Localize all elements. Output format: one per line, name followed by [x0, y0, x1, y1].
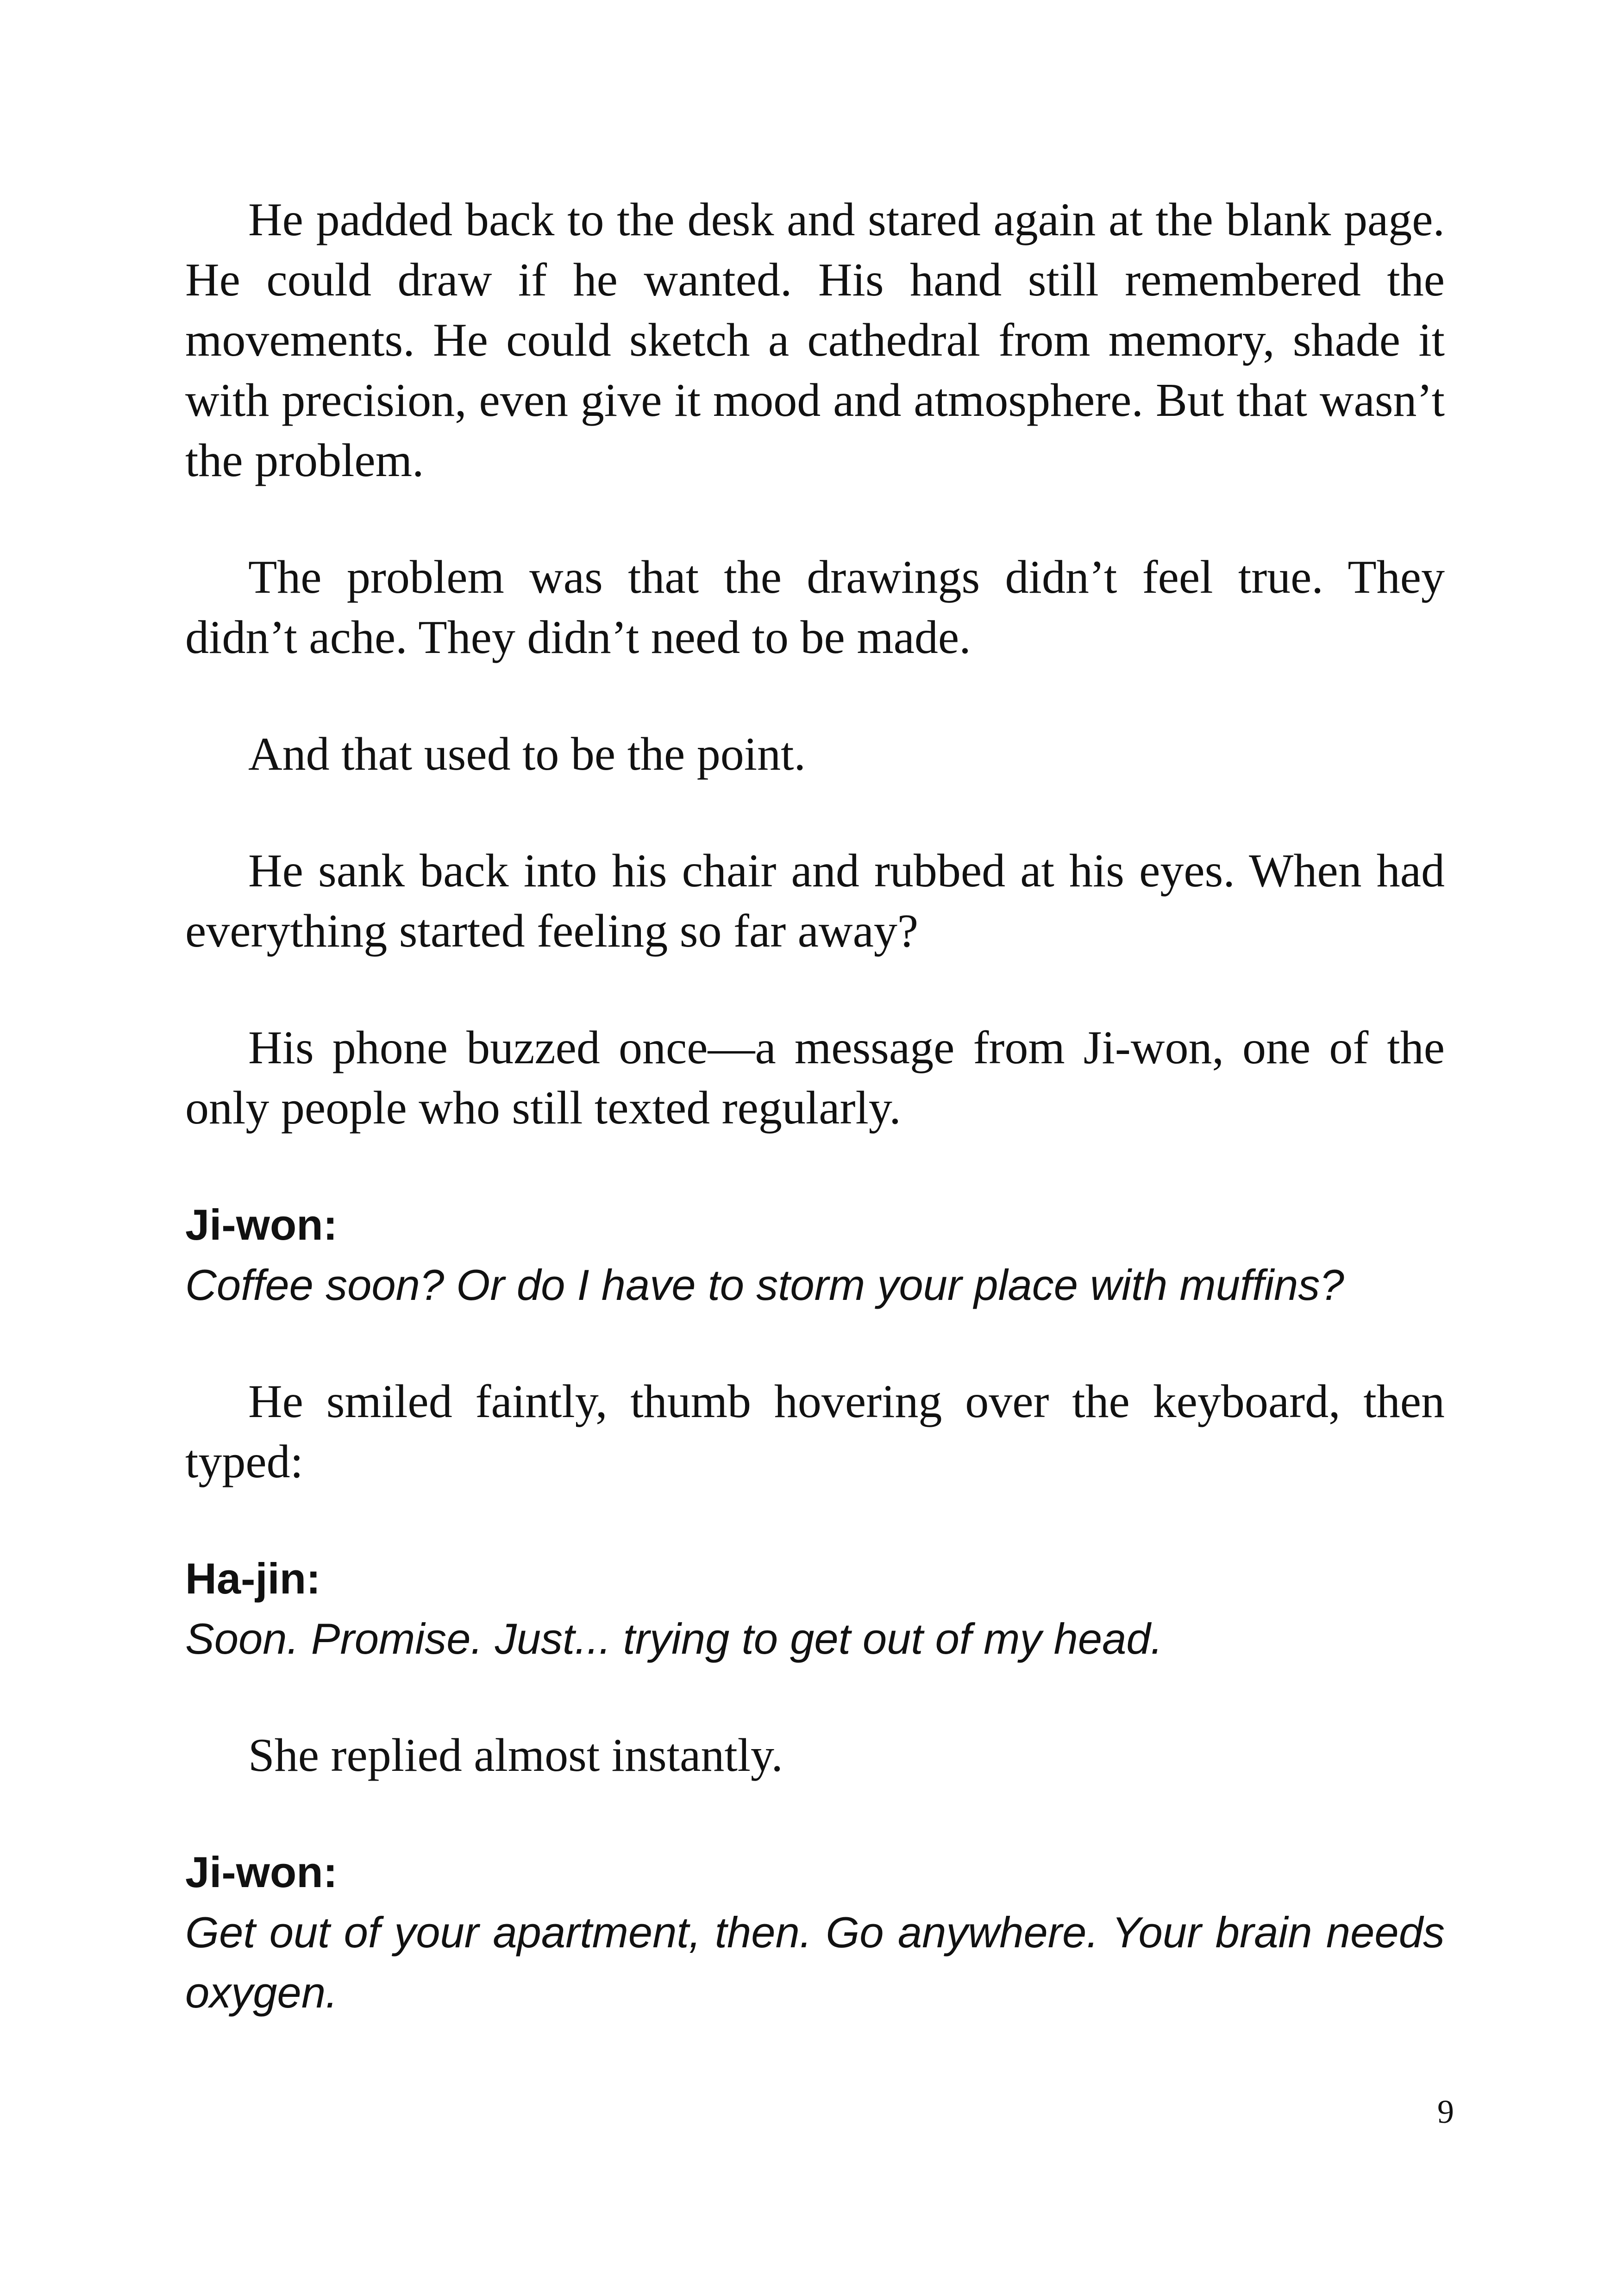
- paragraph: He padded back to the desk and stared again at the blank page. He could draw if he wanted. His hand still remembered the movements. He could sketch a cathedral from memory, shade it with precision, even give it mood and atmosphere. But that wasn’t the problem.: [185, 194, 1445, 487]
- paragraph: He smiled faintly, thumb hovering over the keyboard, then typed:: [185, 1375, 1445, 1488]
- paragraph: The problem was that the drawings didn’t feel true. They didn’t ache. They didn’t need to be made.: [185, 551, 1445, 664]
- paragraph: She replied almost instantly.: [248, 1729, 783, 1782]
- page-number: 9: [1437, 2093, 1454, 2130]
- page-body: [185, 190, 1445, 2079]
- paragraph: His phone buzzed once—a message from Ji-won, one of the only people who still texted regularly.: [185, 1022, 1445, 1134]
- message-speaker: Ha-jin:: [185, 1554, 321, 1603]
- message-text: Soon. Promise. Just... trying to get out of my head.: [185, 1614, 1163, 1663]
- message-speaker: Ji-won:: [185, 1200, 338, 1249]
- message-speaker: Ji-won:: [185, 1848, 338, 1896]
- message-text: Coffee soon? Or do I have to storm your place with muffins?: [185, 1261, 1344, 1309]
- message-text: Get out of your apartment, then. Go anywhere. Your brain needs oxygen.: [185, 1908, 1445, 2017]
- paragraph: And that used to be the point.: [248, 728, 806, 780]
- paragraph: He sank back into his chair and rubbed at his eyes. When had everything started feeling so far away?: [185, 845, 1445, 957]
